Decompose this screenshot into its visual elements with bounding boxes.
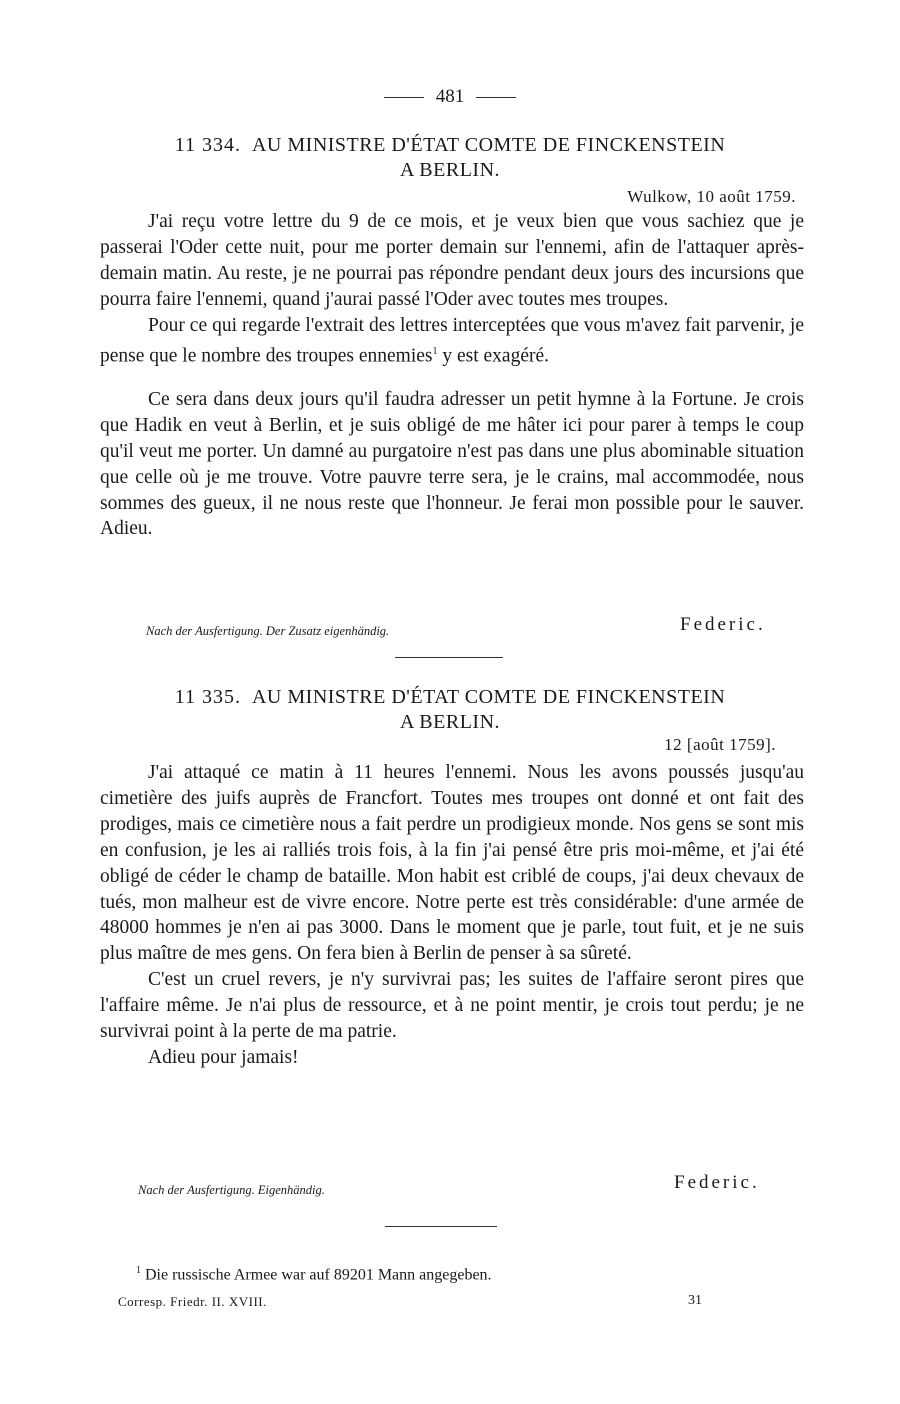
letter-number: 11 335. [174,686,241,708]
footnote-marker: 1 [432,345,438,357]
signature-mark: 31 [688,1293,702,1308]
letter-title-line2: A BERLIN. [399,159,501,181]
footnote-divider [385,1226,497,1227]
paragraph: Adieu pour jamais! [148,1046,299,1068]
letter-body-2 [100,760,804,1071]
page-number: 481 [0,86,900,108]
footnote-text: Die russische Armee war auf 89201 Mann angegeben. [145,1266,492,1284]
running-footer: Corresp. Friedr. II. XVIII. [118,1294,267,1309]
letter-title: AU MINISTRE D'ÉTAT COMTE DE FINCKENSTEIN [251,686,726,708]
paragraph: Ce sera dans deux jours qu'il faudra adresser un petit hymne à la Fortune. Je crois que Hadik en veut à Berlin, et je suis obligé de me hâter ici pour parer à temps le coup qu'il veut me porter. Un damné au purgatoire n'est pas dans une plus abominable situation que celle où je me trouve. Votre pauvre terre sera, je le crains, mal accommodée, nous sommes des gueux, il ne nous reste que l'honneur. Je ferai mon possible pour le sauver. Adieu. [100,388,804,540]
letter-title: AU MINISTRE D'ÉTAT COMTE DE FINCKENSTEIN [251,134,726,156]
letter-number: 11 334. [174,134,241,156]
footnote [136,1265,492,1284]
paragraph: J'ai attaqué ce matin à 11 heures l'ennemi. Nous les avons poussés jusqu'au cimetière des juifs auprès de Francfort. Toutes mes troupes ont donné et ont fait des prodiges, mais ce cimetière nous a fait perdre un prodigieux monde. Nos gens se sont mis en confusion, je les ai ralliés trois fois, à la fin j'ai pensé être pris moi-même, et j'ai été obligé de céder le champ de bataille. Mon habit est criblé de coups, j'ai deux chevaux de tués, mon malheur est de vivre encore. Notre perte est très considérable: d'une armée de 48000 hommes je n'en ai pas 3000. Dans le moment que je parle, tout fuit, et je ne suis plus maître de mes gens. On fera bien à Berlin de penser à sa sûreté. [100,762,804,965]
folio-dash-left [384,97,424,98]
folio-dash-right [476,97,516,98]
paragraph: C'est un cruel revers, je n'y survivrai pas; les suites de l'affaire seront pires que l'affaire même. Je n'ai plus de ressource, et à ne point mentir, je crois tout perdu; je ne survivrai point à la perte de ma patrie. [100,969,804,1043]
footnote-marker: 1 [136,1265,141,1276]
paragraph: J'ai reçu votre lettre du 9 de ce mois, et je veux bien que vous sachiez que je passerai l'Oder cette nuit, pour me porter demain sur l'ennemi, afin de l'attaquer après-demain matin. Au reste, je ne pourrai pas répondre pendant deux jours des incursions que pourra faire l'ennemi, quand j'aurai passé l'Oder avec toutes mes troupes. [100,211,804,310]
source-note-1: Nach der Ausfertigung. Der Zusatz eigenhändig. [146,624,390,638]
letter-dateline-1: Wulkow, 10 août 1759. [627,187,796,206]
signature-1: Federic. [680,614,766,635]
letter-dateline-2: 12 [août 1759]. [664,735,776,754]
letter-body-1 [100,209,804,542]
section-divider [395,657,503,658]
letter-heading-1 [100,133,800,183]
paragraph: Pour ce qui regarde l'extrait des lettres interceptées que vous m'avez fait parvenir, je pense que le nombre des troupes ennemies$^1$ y est exagéré. [100,314,804,367]
signature-2: Federic. [674,1172,760,1193]
letter-title-line2: A BERLIN. [399,711,501,733]
letter-heading-2 [100,685,800,735]
source-note-2: Nach der Ausfertigung. Eigenhändig. [138,1183,325,1197]
